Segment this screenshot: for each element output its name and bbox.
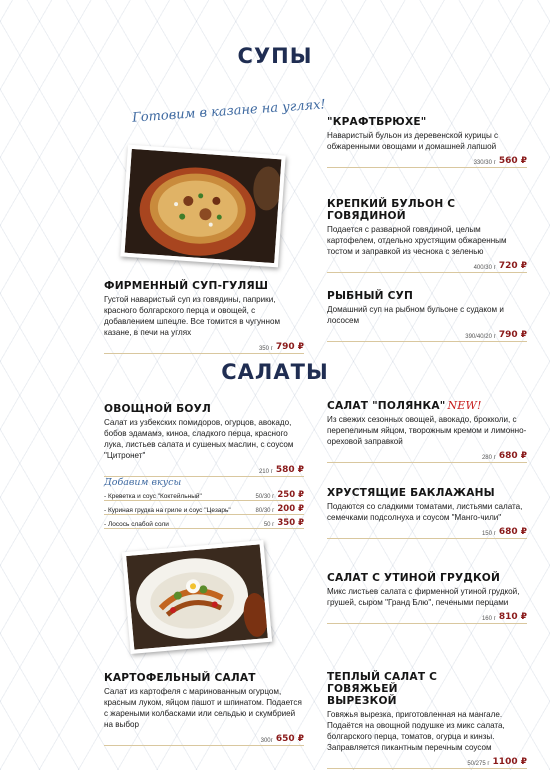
- item-title: ОВОЩНОЙ БОУЛ: [104, 403, 212, 415]
- price-line: [327, 155, 527, 168]
- item-description: Подаются со сладкими томатами, листьями салата, семечками подсолнуха и соусом "Манго-чили": [327, 502, 523, 522]
- item-weight: 160 г: [481, 616, 496, 622]
- price-line: [327, 329, 527, 342]
- addon-price: 350 ₽: [277, 518, 304, 528]
- salad-photo: [122, 540, 272, 654]
- soup-item-bouillon: [327, 198, 527, 273]
- item-description: Подается с разварной говядиной, целым картофелем, отдельно хрустящим обжаренным тостом и заправкой из чеснока с зеленью: [327, 225, 507, 256]
- item-title-text: САЛАТ "ПОЛЯНКА": [327, 400, 446, 412]
- item-price: 790 ₽: [498, 330, 527, 340]
- addon-price: 200 ₽: [277, 504, 304, 514]
- item-description: Салат из узбекских помидоров, огурцов, авокадо, бобов эдамамэ, киноа, сладкого перца, красного лука, листьев салата и сушеных маслин, с соусом "Цитронет": [104, 418, 294, 460]
- item-price: 810 ₽: [498, 612, 527, 622]
- price-line: [327, 450, 527, 463]
- addon-row: [104, 516, 304, 529]
- item-price: 790 ₽: [275, 342, 304, 352]
- item-weight: 330/30 г: [473, 160, 496, 166]
- item-weight: 390/40/20 г: [465, 334, 496, 340]
- salad-item-duck: [327, 572, 527, 624]
- item-price: 560 ₽: [498, 156, 527, 166]
- salad-plate-image: [126, 544, 268, 649]
- salad-item-potato: [104, 672, 304, 746]
- item-description: Салат из картофеля с маринованным огурцом, красным луком, яйцом пашот и шпинатом. Подается с жареными колбасками или сельдью и скумбрией на выбор: [104, 687, 302, 729]
- soup-item-gulyash: [104, 280, 304, 354]
- item-title: КРЕПКИЙ БУЛЬОН С ГОВЯДИНОЙ: [327, 198, 456, 222]
- item-weight: 50/275 г: [467, 761, 490, 767]
- addons-list: [104, 488, 304, 530]
- item-weight: 280 г: [481, 455, 496, 461]
- salad-item-eggplant: [327, 487, 527, 539]
- price-line: [104, 464, 304, 477]
- soup-bowl-image: [125, 149, 282, 263]
- price-line: [104, 341, 304, 354]
- price-line: [327, 611, 527, 624]
- price-line: [327, 756, 527, 769]
- item-title: РЫБНЫЙ СУП: [327, 290, 414, 302]
- item-description: Домашний суп на рыбном бульоне с судаком и лососем: [327, 305, 504, 325]
- addon-name: - Креветка и соус "Коктейльный": [104, 493, 202, 500]
- item-price: 720 ₽: [498, 261, 527, 271]
- item-title: ФИРМЕННЫЙ СУП-ГУЛЯШ: [104, 280, 269, 292]
- item-description: Густой наваристый суп из говядины, паприки, красного болгарского перца и овощей, с добавлением шпецле. Все томится в чугунном казане, в печи на углях: [104, 295, 281, 337]
- kazan-note: Готовим в казане на углях!: [131, 97, 327, 126]
- item-weight: 210 г: [258, 469, 273, 475]
- new-badge: NEW!: [447, 399, 482, 412]
- item-weight: 400/30 г: [473, 265, 496, 271]
- item-title: ХРУСТЯЩИЕ БАКЛАЖАНЫ: [327, 487, 495, 499]
- item-title: ТЕПЛЫЙ САЛАТ С ГОВЯЖЬЕЙ ВЫРЕЗКОЙ: [327, 671, 438, 707]
- soup-item-kraftbruhe: [327, 116, 527, 168]
- addon-price: 250 ₽: [277, 490, 304, 500]
- addon-weight: 50/30 г: [255, 494, 275, 500]
- item-description: Наваристый бульон из деревенской курицы с обжаренными овощами и домашней лапшой: [327, 131, 499, 151]
- price-line: [327, 526, 527, 539]
- soups-title: СУПЫ: [237, 44, 313, 68]
- soup-item-fish: [327, 290, 527, 342]
- soup-photo: [120, 145, 285, 268]
- price-line: [104, 733, 304, 746]
- item-title: САЛАТ С УТИНОЙ ГРУДКОЙ: [327, 572, 501, 584]
- item-price: 650 ₽: [275, 734, 304, 744]
- item-title: [327, 400, 527, 412]
- item-description: Говяжья вырезка, приготовленная на мангале. Подаётся на овощной подушке из микс салата, болгарского перца, томатов, огурца и кинзы. Заправляется пикантным перечным соусом: [327, 710, 505, 752]
- item-weight: 150 г: [481, 531, 496, 537]
- addon-row: [104, 488, 304, 501]
- item-weight: 350 г: [258, 346, 273, 352]
- addon-name: - Куриная грудка на гриле и соус "Цезарь": [104, 507, 231, 514]
- item-title: КАРТОФЕЛЬНЫЙ САЛАТ: [104, 672, 256, 684]
- price-line: [327, 260, 527, 273]
- item-price: 680 ₽: [498, 451, 527, 461]
- item-description: Микс листьев салата с фирменной утиной грудкой, грушей, сыром "Гранд Блю", печеными перцами: [327, 587, 520, 607]
- item-price: 1100 ₽: [492, 757, 527, 767]
- addon-name: - Лосось слабой соли: [104, 521, 169, 528]
- item-price: 680 ₽: [498, 527, 527, 537]
- salad-item-bowl: [104, 403, 304, 477]
- item-weight: 300г: [260, 738, 273, 744]
- salad-item-polyanka: [327, 400, 527, 463]
- item-price: 580 ₽: [275, 465, 304, 475]
- addon-row: [104, 502, 304, 515]
- addon-weight: 50 г: [263, 522, 275, 528]
- addon-weight: 80/30 г: [255, 508, 275, 514]
- salad-item-beef: [327, 671, 527, 769]
- item-description: Из свежих сезонных овощей, авокадо, брокколи, с перепелиным яйцом, творожным кремом и лимонно-ореховой заправкой: [327, 415, 527, 446]
- salads-title: САЛАТЫ: [221, 360, 329, 384]
- addons-title: Добавим вкусы: [104, 477, 182, 488]
- item-title: "КРАФТБРЮХЕ": [327, 116, 427, 128]
